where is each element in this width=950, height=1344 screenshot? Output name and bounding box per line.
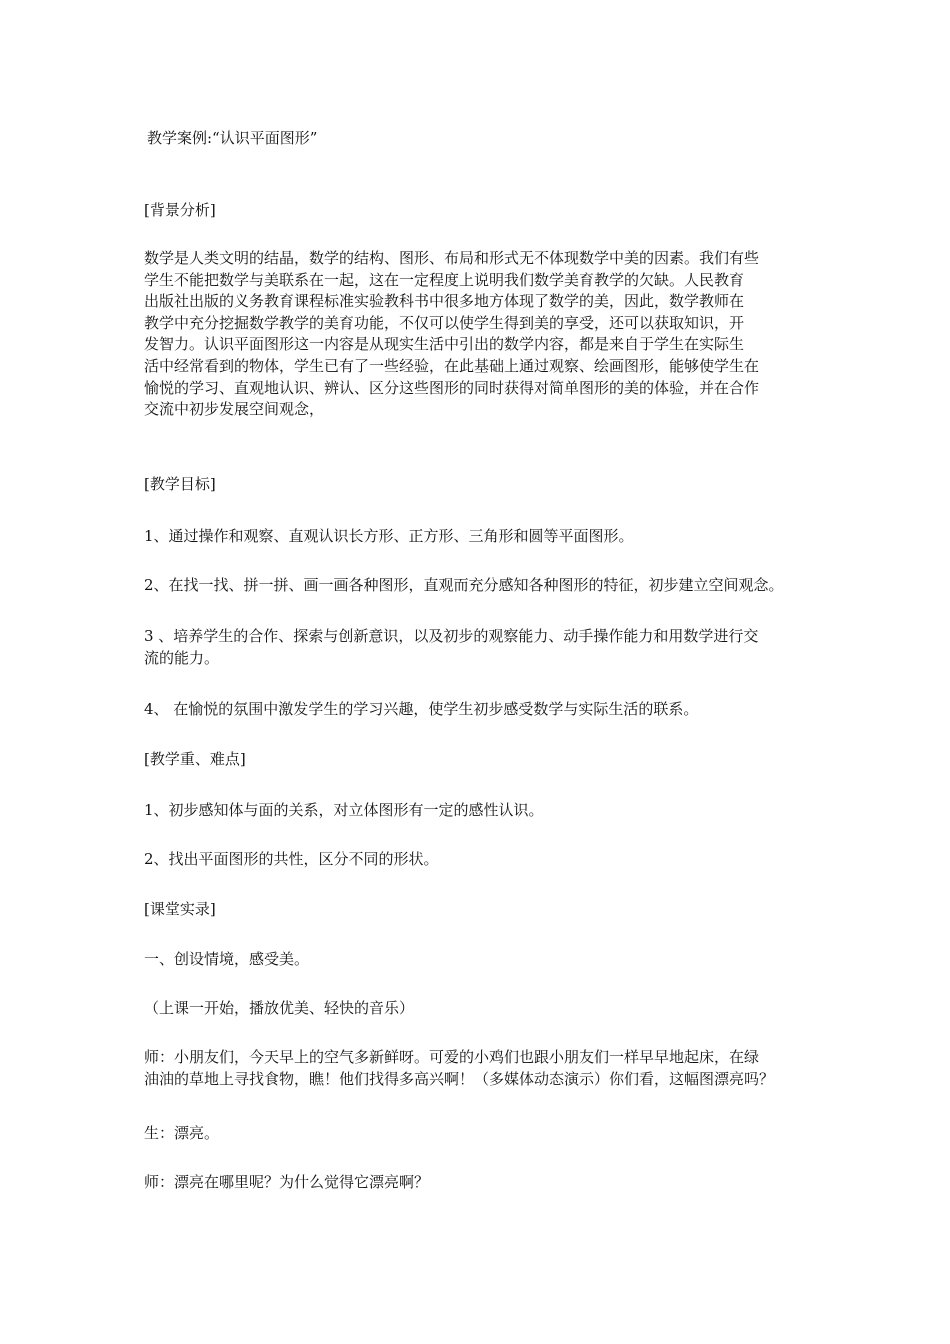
heading-goals: [教学目标] <box>144 475 216 493</box>
paragraph-line: 交流中初步发展空间观念， <box>144 400 325 419</box>
record-note: （上课一开始，播放优美、轻快的音乐） <box>144 999 415 1017</box>
heading-background: [背景分析] <box>144 201 216 219</box>
record-step-1: 一、创设情境，感受美。 <box>144 950 310 968</box>
goal-item-3 <box>144 626 758 669</box>
record-student-1: 生：漂亮。 <box>144 1124 220 1142</box>
paragraph-background <box>144 248 759 421</box>
goal-item-1: 1、通过操作和观察、直观认识长方形、正方形、三角形和圆等平面图形。 <box>144 527 634 545</box>
paragraph-line: 流的能力。 <box>144 648 220 667</box>
key-point-item-1: 1、初步感知体与面的关系，对立体图形有一定的感性认识。 <box>144 801 544 819</box>
document-title: 教学案例:“认识平面图形” <box>147 129 318 147</box>
paragraph-line: 油油的草地上寻找食物，瞧！他们找得多高兴啊！（多媒体动态演示）你们看，这幅图漂亮吗？ <box>144 1069 775 1088</box>
goal-item-4: 4、 在愉悦的氛围中激发学生的学习兴趣，使学生初步感受数学与实际生活的联系。 <box>144 700 699 718</box>
paragraph-line: 愉悦的学习、直观地认识、辨认、区分这些图形的同时获得对简单图形的美的体验，并在合作 <box>144 378 760 397</box>
paragraph-line: 学生不能把数学与美联系在一起，这在一定程度上说明我们数学美育教学的欠缺。人民教育 <box>144 270 745 289</box>
paragraph-line: 发智力。认识平面图形这一内容是从现实生活中引出的数学内容，都是来自于学生在实际生 <box>144 335 745 354</box>
heading-key-points: [教学重、难点] <box>144 750 246 768</box>
paragraph-line: 3 、培养学生的合作、探索与创新意识，以及初步的观察能力、动手操作能力和用数学进行交 <box>144 627 759 645</box>
paragraph-line: 师：小朋友们，今天早上的空气多新鲜呀。可爱的小鸡们也跟小朋友们一样早早地起床，在绿 <box>144 1048 760 1066</box>
paragraph-line: 教学中充分挖掘数学教学的美育功能，不仅可以使学生得到美的享受，还可以获取知识，开 <box>144 313 745 332</box>
key-point-item-2: 2、找出平面图形的共性，区分不同的形状。 <box>144 850 439 868</box>
paragraph-line: 出版社出版的义务教育课程标准实验教科书中很多地方体现了数学的美，因此，数学教师在 <box>144 292 745 311</box>
paragraph-line: 活中经常看到的物体，学生已有了一些经验，在此基础上通过观察、绘画图形，能够使学生在 <box>144 356 760 375</box>
heading-record: [课堂实录] <box>144 900 216 918</box>
goal-item-2: 2、在找一找、拼一拼、画一画各种图形，直观而充分感知各种图形的特征，初步建立空间观念。 <box>144 576 784 594</box>
paragraph-line: 数学是人类文明的结晶，数学的结构、图形、布局和形式无不体现数学中美的因素。我们有些 <box>144 249 760 267</box>
record-teacher-1 <box>144 1047 774 1090</box>
record-teacher-2: 师：漂亮在哪里呢？为什么觉得它漂亮啊？ <box>144 1173 430 1191</box>
